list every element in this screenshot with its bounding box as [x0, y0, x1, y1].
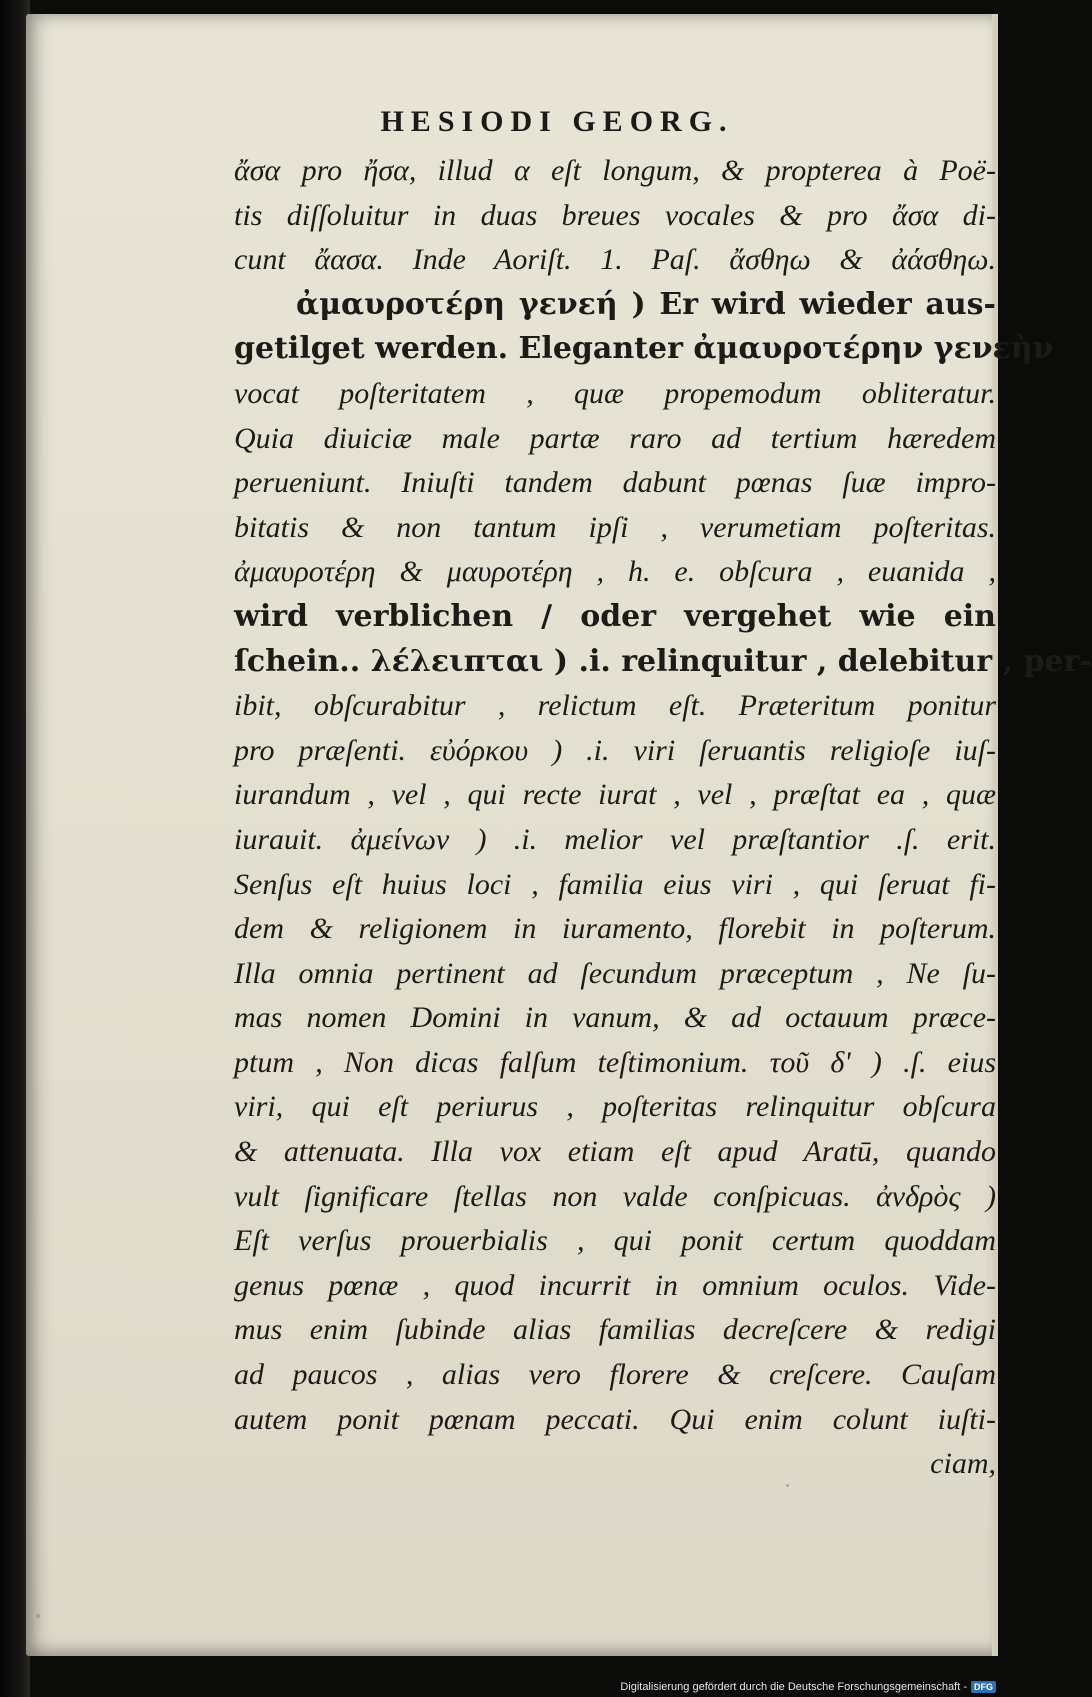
- body-text: [234, 149, 1092, 1487]
- text-line: ἀμαυροτέρη γενεή ) Er wird wieder aus-: [296, 286, 996, 322]
- text-line: Senſus eſt huius loci , familia eius viri , qui ſeruat fi-: [234, 867, 996, 901]
- text-line: vult ſignificare ſtellas non valde conſpicuas. ἀνδρὸς ): [234, 1179, 996, 1213]
- text-line: cunt ἄασα. Inde Aoriſt. 1. Paſ. ἄσθηω & ἀάσθηω.: [234, 243, 996, 277]
- text-line: & attenuata. Illa vox etiam eſt apud Aratū, quando: [234, 1135, 996, 1169]
- text-line: dem & religionem in iuramento, florebit in poſterum.: [234, 912, 996, 946]
- text-line: bitatis & non tantum ipſi , verumetiam poſteritas.: [234, 510, 996, 544]
- text-line: viri, qui eſt periurus , poſteritas relinquitur obſcura: [234, 1090, 996, 1124]
- text-line: ἄσα pro ἤσα, illud α eſt longum, & propterea à Poë-: [234, 154, 996, 187]
- text-line: ἀμαυροτέρη & μαυροτέρη , h. e. obſcura , euanida ,: [234, 555, 996, 589]
- text-line: Eſt verſus prouerbialis , qui ponit certum quoddam: [234, 1224, 996, 1258]
- text-line: iurauit. ἀμείνων ) .i. melior vel præſtantior .ſ. erit.: [234, 822, 996, 856]
- text-line: wird verblichen / oder vergehet wie ein: [234, 598, 996, 634]
- text-line: getilget werden. Eleganter ἀμαυροτέρην γενεὴν: [234, 331, 1054, 367]
- text-line: genus pœnæ , quod incurrit in omnium oculos. Vide-: [234, 1268, 996, 1302]
- credit-text: Digitalisierung gefördert durch die Deutsche Forschungsgemeinschaft -: [620, 1681, 967, 1693]
- text-line: Quia diuiciæ male partæ raro ad tertium hæredem: [234, 421, 996, 455]
- text-line: pro præſenti. εὐόρκου ) .i. viri ſeruantis religioſe iuſ-: [234, 733, 996, 767]
- text-line: ad paucos , alias vero florere & creſcere. Cauſam: [234, 1358, 996, 1392]
- text-line: ſchein.. λέλειπται ) .i. relinquitur , delebitur , per-: [234, 643, 1092, 679]
- catchword: ciam,: [930, 1447, 996, 1481]
- dfg-logo: DFG: [971, 1681, 996, 1693]
- text-line: tis diſſoluitur in duas breues vocales & pro ἄσα di-: [234, 198, 996, 232]
- text-line: mas nomen Domini in vanum, & ad octauum præce-: [234, 1001, 996, 1035]
- text-line: ibit, obſcurabitur , relictum eſt. Præteritum ponitur: [234, 689, 996, 723]
- text-line: mus enim ſubinde alias familias decreſcere & redigi: [234, 1313, 996, 1347]
- text-line: iurandum , vel , qui recte iurat , vel , præſtat ea , quæ: [234, 778, 996, 812]
- digitization-credit: [620, 1681, 996, 1693]
- text-line: autem ponit pœnam peccati. Qui enim colunt iuſti-: [234, 1402, 996, 1436]
- text-line: Illa omnia pertinent ad ſecundum præceptum , Ne ſu-: [234, 956, 996, 990]
- text-line: vocat poſteritatem , quæ propemodum obliteratur.: [234, 376, 996, 410]
- text-line: perueniunt. Iniuſti tandem dabunt pœnas ſuæ impro-: [234, 466, 996, 500]
- paper-speck: [36, 1614, 40, 1618]
- book-page: [26, 14, 1092, 1656]
- text-line: ptum , Non dicas falſum teſtimonium. τοῦ δ' ) .ſ. eius: [234, 1045, 996, 1079]
- running-head: HESIODI GEORG.: [380, 105, 734, 138]
